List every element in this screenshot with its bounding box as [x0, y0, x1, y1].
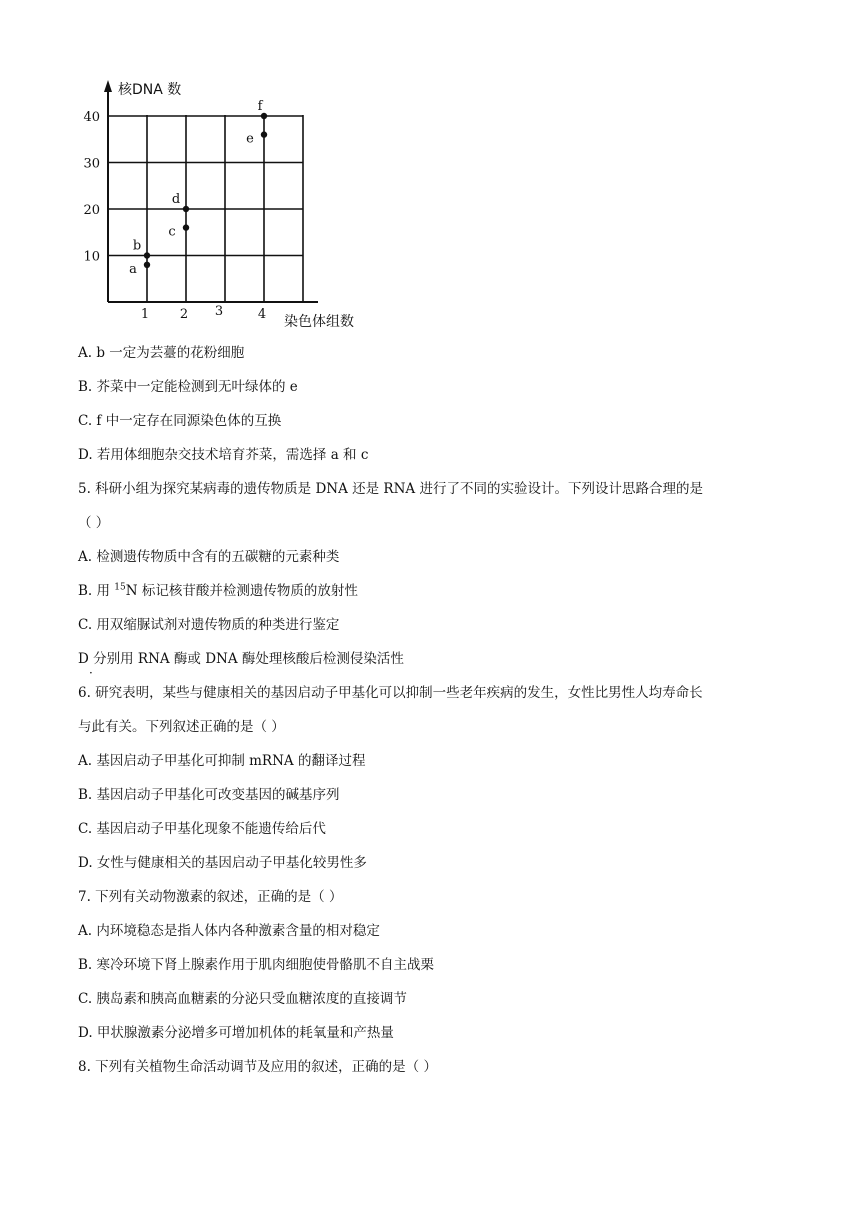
- point-label-a: a: [129, 261, 137, 277]
- data-point-d: [183, 206, 189, 212]
- data-point-a: [144, 262, 150, 268]
- text-line-q6-stem2: 与此有关。下列叙述正确的是（ ）: [78, 719, 285, 735]
- text-line-q7-c: C. 胰岛素和胰高血糖素的分泌只受血糖浓度的直接调节: [78, 991, 407, 1007]
- text-line-q4-a: A. b 一定为芸薹的花粉细胞: [78, 345, 245, 361]
- text-line-q7-a: A. 内环境稳态是指人体内各种激素含量的相对稳定: [78, 923, 380, 939]
- text-line-q4-d: D. 若用体细胞杂交技术培育芥菜，需选择 a 和 c: [78, 447, 369, 463]
- y-axis-label: 核DNA 数: [118, 82, 182, 98]
- text-line-q7-b: B. 寒冷环境下肾上腺素作用于肌肉细胞使骨骼肌不自主战栗: [78, 957, 435, 973]
- y-tick-label: 30: [83, 156, 100, 172]
- isotope-superscript: 15: [114, 582, 126, 593]
- point-label-c: c: [168, 224, 176, 240]
- data-point-c: [183, 224, 189, 230]
- text-line-q5-a: A. 检测遗传物质中含有的五碳糖的元素种类: [78, 549, 340, 565]
- data-point-e: [261, 131, 267, 137]
- x-tick-label: 3: [214, 304, 224, 319]
- x-tick-label: 2: [179, 307, 189, 322]
- text-line-q6-d: D. 女性与健康相关的基因启动子甲基化较男性多: [78, 855, 367, 871]
- data-point-b: [144, 252, 150, 258]
- text-line-q7-stem: 7. 下列有关动物激素的叙述，正确的是（ ）: [78, 889, 343, 905]
- text-line-q6-a: A. 基因启动子甲基化可抑制 mRNA 的翻译过程: [78, 753, 366, 769]
- x-tick-label: 4: [257, 307, 267, 322]
- point-label-e: e: [246, 131, 254, 147]
- point-label-f: f: [257, 99, 263, 114]
- text-line-q5-paren: （ ）: [78, 515, 110, 531]
- text-line-q4-c: C. f 中一定存在同源染色体的互换: [78, 413, 282, 429]
- text-line-q5-d: D 分别用 RNA 酶或 DNA 酶处理核酸后检测侵染活性: [78, 651, 404, 667]
- emphasis-dot: ·: [89, 666, 93, 680]
- text-line-q5-c: C. 用双缩脲试剂对遗传物质的种类进行鉴定: [78, 617, 340, 633]
- point-label-d: d: [171, 192, 181, 207]
- text-line-q8-stem: 8. 下列有关植物生命活动调节及应用的叙述，正确的是（ ）: [78, 1059, 437, 1075]
- question-text: [78, 343, 798, 1091]
- text-line-q5-stem: 5. 科研小组为探究某病毒的遗传物质是 DNA 还是 RNA 进行了不同的实验设计。下列设计思路合理的是: [78, 481, 703, 497]
- y-tick-label: 20: [83, 203, 100, 218]
- text-prefix: B. 用: [78, 583, 115, 599]
- x-tick-label: 1: [140, 307, 150, 322]
- dna-chromosome-chart: [60, 60, 380, 340]
- text-line-q5-b: [78, 581, 798, 615]
- text-line-q7-d: D. 甲状腺激素分泌增多可增加机体的耗氧量和产热量: [78, 1025, 394, 1041]
- y-axis-arrow: [104, 80, 112, 92]
- point-label-b: b: [132, 238, 142, 254]
- text-line-q6-c: C. 基因启动子甲基化现象不能遗传给后代: [78, 821, 326, 837]
- text-line-q6-b: B. 基因启动子甲基化可改变基因的碱基序列: [78, 787, 340, 803]
- x-axis-label: 染色体组数: [284, 314, 354, 330]
- text-body: N 标记核苷酸并检测遗传物质的放射性: [125, 583, 358, 599]
- chart-svg: [60, 60, 380, 340]
- y-tick-label: 40: [83, 110, 100, 125]
- y-tick-label: 10: [83, 249, 100, 265]
- text-line-q4-b: B. 芥菜中一定能检测到无叶绿体的 e: [78, 379, 298, 395]
- text-line-q6-stem: 6. 研究表明，某些与健康相关的基因启动子甲基化可以抑制一些老年疾病的发生，女性比男性人均寿命长: [78, 685, 703, 701]
